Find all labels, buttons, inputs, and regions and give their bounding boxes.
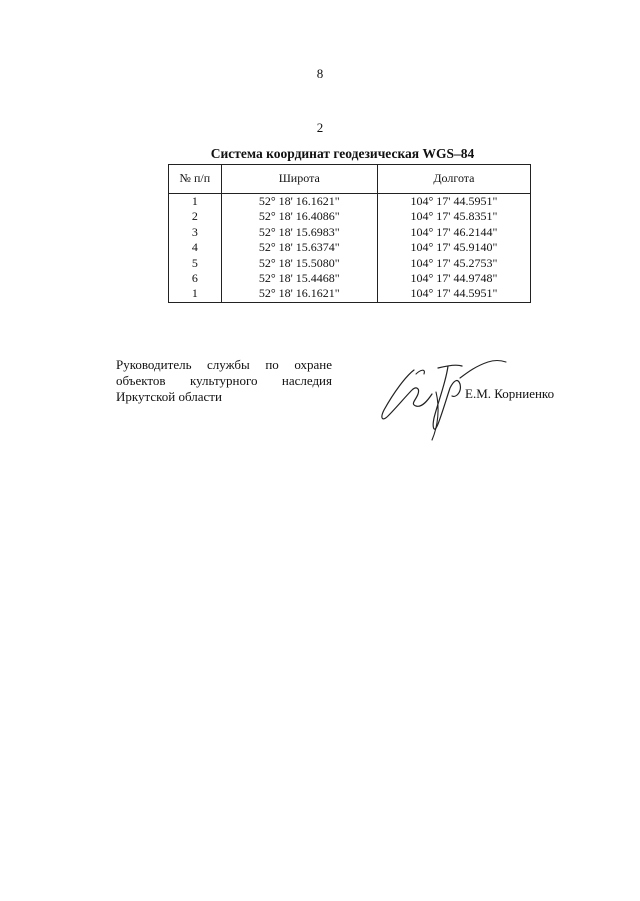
signer-title-line: Иркутской области: [116, 389, 222, 404]
signer-title-line: объектов культурного наследия: [116, 373, 332, 388]
cell-latitude: 52° 18' 15.6983": [221, 225, 377, 240]
cell-number: 5: [169, 256, 222, 271]
cell-latitude: 52° 18' 15.6374": [221, 240, 377, 255]
table-row: [169, 225, 531, 240]
table-row: [169, 194, 531, 210]
cell-latitude: 52° 18' 16.1621": [221, 194, 377, 210]
table-row: [169, 240, 531, 255]
cell-latitude: 52° 18' 16.4086": [221, 209, 377, 224]
header-longitude: Долгота: [377, 165, 530, 194]
table-title: Система координат геодезическая WGS–84: [210, 146, 475, 161]
table-row: [169, 286, 531, 302]
cell-number: 1: [169, 194, 222, 210]
cell-longitude: 104° 17' 45.8351": [377, 209, 530, 224]
section-number: 2: [316, 120, 324, 135]
header-number: № п/п: [169, 165, 222, 194]
signer-name: Е.М. Корниенко: [465, 386, 555, 401]
cell-longitude: 104° 17' 46.2144": [377, 225, 530, 240]
cell-longitude: 104° 17' 45.9140": [377, 240, 530, 255]
signer-title-line: Руководитель службы по охране: [116, 357, 332, 372]
header-latitude: Широта: [221, 165, 377, 194]
page-number: 8: [316, 66, 324, 81]
table-header-row: [169, 165, 531, 194]
cell-number: 1: [169, 286, 222, 302]
cell-longitude: 104° 17' 44.9748": [377, 271, 530, 286]
table-row: [169, 209, 531, 224]
cell-longitude: 104° 17' 44.5951": [377, 286, 530, 302]
cell-latitude: 52° 18' 16.1621": [221, 286, 377, 302]
cell-latitude: 52° 18' 15.4468": [221, 271, 377, 286]
cell-latitude: 52° 18' 15.5080": [221, 256, 377, 271]
coordinates-table: [168, 164, 531, 303]
cell-number: 3: [169, 225, 222, 240]
cell-number: 6: [169, 271, 222, 286]
cell-longitude: 104° 17' 45.2753": [377, 256, 530, 271]
cell-longitude: 104° 17' 44.5951": [377, 194, 530, 210]
cell-number: 2: [169, 209, 222, 224]
table-row: [169, 256, 531, 271]
cell-number: 4: [169, 240, 222, 255]
table-row: [169, 271, 531, 286]
signer-title: [116, 357, 332, 405]
